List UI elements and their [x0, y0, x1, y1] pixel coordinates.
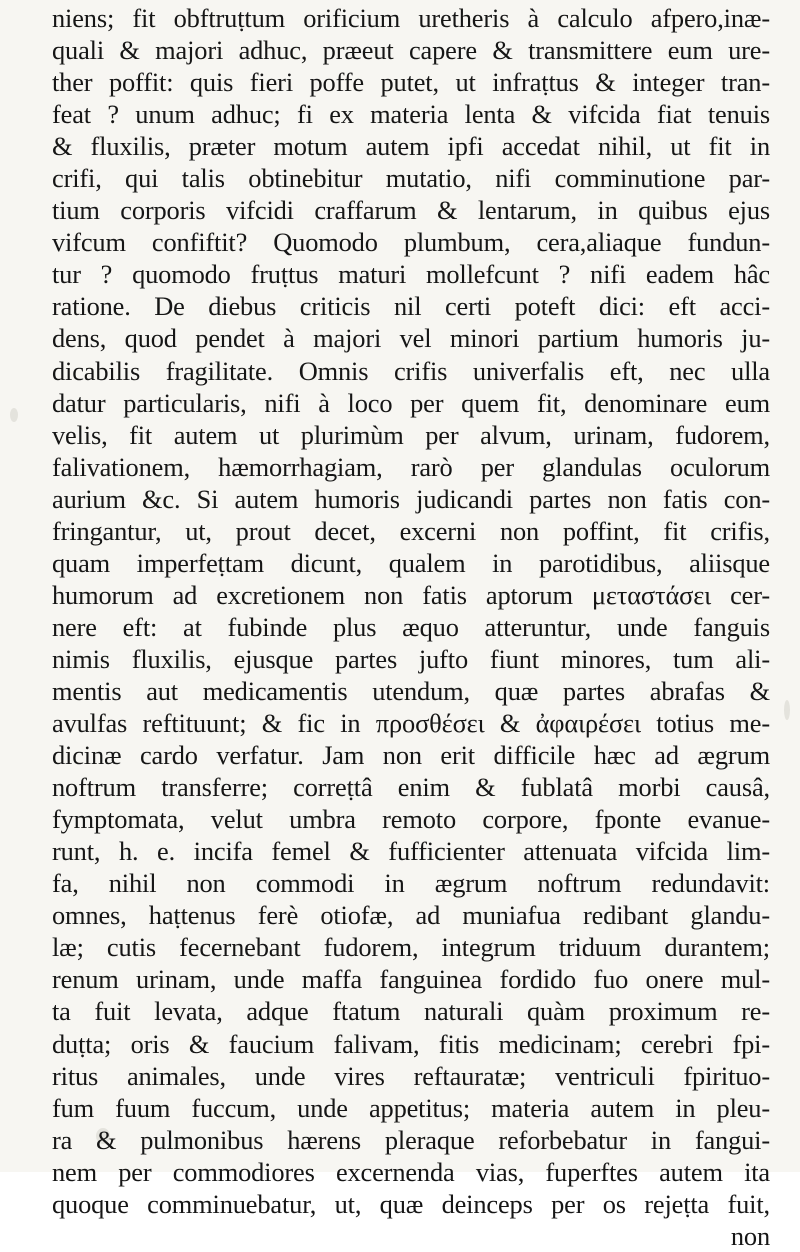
text-line: renum urinam, unde maffa fanguinea fordido fuo onere mul-: [52, 964, 770, 995]
text-line: feat ? unum adhuc; fi ex materia lenta & vifcida fiat tenuis: [52, 99, 770, 130]
paper-stain: [784, 700, 790, 720]
text-line: ta fuit levata, adque ftatum naturali quàm proximum re-: [52, 996, 770, 1027]
text-line: crifi, qui talis obtinebitur mutatio, nifi comminutione par-: [52, 163, 770, 194]
text-line: nimis fluxilis, ejusque partes jufto fiunt minores, tum ali-: [52, 643, 770, 674]
text-line: tur ? quomodo fruṭtus maturi mollefcunt ? nifi eadem hâc: [52, 259, 770, 290]
text-line: duṭta; oris & faucium falivam, fitis medicinam; cerebri fpi-: [52, 1028, 770, 1059]
text-line: fymptomata, velut umbra remoto corpore, fponte evanue-: [52, 804, 770, 835]
text-line: ra & pulmonibus hærens pleraque reforbebatur in fangui-: [52, 1124, 770, 1155]
text-line: dens, quod pendet à majori vel minori partium humoris ju-: [52, 323, 770, 354]
text-line: humorum ad excretionem non fatis aptorum μεταστάσει cer-: [52, 579, 770, 610]
text-line: vifcum confiftit? Quomodo plumbum, cera,aliaque fundun-: [52, 227, 770, 258]
text-line: fum fuum fuccum, unde appetitus; materia autem in pleu-: [52, 1092, 770, 1123]
text-line: datur particularis, nifi à loco per quem fit, denominare eum: [52, 387, 770, 418]
text-line: omnes, haṭtenus ferè otiofæ, ad muniafua redibant glandu-: [52, 900, 770, 931]
text-line: falivationem, hæmorrhagiam, rarò per glandulas oculorum: [52, 451, 770, 482]
text-line: tium corporis vifcidi craffarum & lentarum, in quibus ejus: [52, 195, 770, 226]
text-line: dicabilis fragilitate. Omnis crifis univerfalis eft, nec ulla: [52, 355, 770, 386]
text-line: nem per commodiores excernenda vias, fuperftes autem ita: [52, 1156, 770, 1187]
text-line: ritus animales, unde vires reftauratæ; ventriculi fpirituo-: [52, 1060, 770, 1091]
text-line: mentis aut medicamentis utendum, quæ partes abrafas &: [52, 675, 770, 706]
text-line: avulfas reftituunt; & fic in προσθέσει & ἀφαιρέσει totius me-: [52, 708, 770, 739]
text-line: ratione. De diebus criticis nil certi poteft dici: eft acci-: [52, 291, 770, 322]
text-line: runt, h. e. incifa femel & fufficienter attenuata vifcida lim-: [52, 836, 770, 867]
text-line: dicinæ cardo verfatur. Jam non erit difficile hæc ad ægrum: [52, 740, 770, 771]
text-line: niens; fit obftruṭtum orificium uretheris à calculo afpero,inæ-: [52, 3, 770, 33]
text-line: quoque comminuebatur, ut, quæ deinceps per os rejeṭta fuit,: [52, 1188, 770, 1219]
text-line: ther poffit: quis fieri poffe putet, ut infraṭtus & integer tran-: [52, 67, 770, 98]
text-line: nere eft: at fubinde plus æquo atteruntur, unde fanguis: [52, 611, 770, 642]
paper-stain: [10, 408, 18, 422]
text-line: quali & majori adhuc, præeut capere & transmittere eum ure-: [52, 35, 770, 66]
text-line: læ; cutis fecernebant fudorem, integrum triduum durantem;: [52, 932, 770, 963]
text-line: aurium &c. Si autem humoris judicandi partes non fatis con-: [52, 483, 770, 514]
text-line: fringantur, ut, prout decet, excerni non poffint, fit crifis,: [52, 515, 770, 546]
text-line: fa, nihil non commodi in ægrum noftrum redundavit:: [52, 868, 770, 899]
text-line: velis, fit autem ut plurimùm per alvum, urinam, fudorem,: [52, 419, 770, 450]
text-line: non: [730, 1220, 770, 1251]
text-line: quam imperfeṭtam dicunt, qualem in parotidibus, aliisque: [52, 547, 770, 578]
text-line: & fluxilis, præter motum autem ipfi accedat nihil, ut fit in: [52, 131, 770, 162]
text-line: noftrum transferre; correṭtâ enim & fublatâ morbi causâ,: [52, 772, 770, 803]
latin-text-body: [52, 2, 770, 1252]
